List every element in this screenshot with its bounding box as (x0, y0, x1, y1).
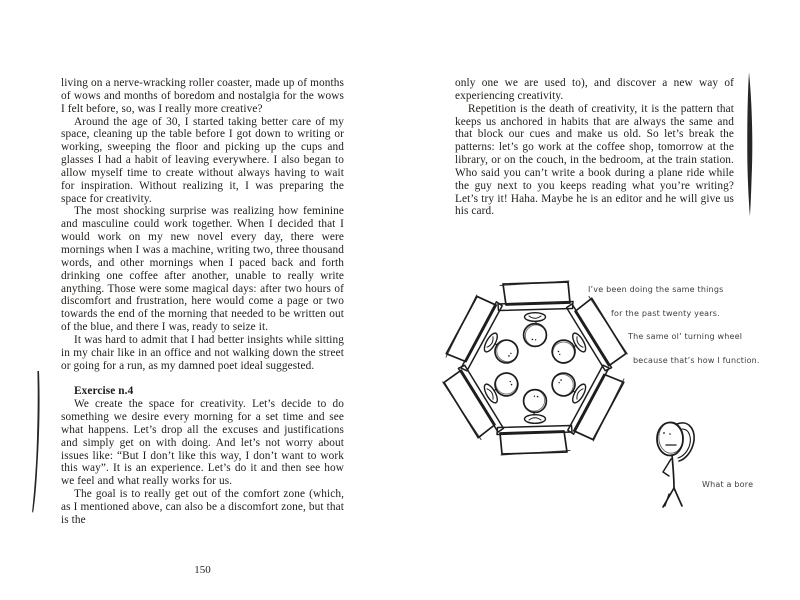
paragraph: Around the age of 30, I started taking better care of my space, cleaning up the table before I got down to writing or working, sweeping the floor and picking up the cups and glasses I had a habit of leaving everywhere. I also began to allow myself time to create without always having to wait for inspiration. Without realizing it, I was preparing the space for creativity. (61, 115, 344, 205)
desk-wheel-illustration (440, 276, 630, 461)
exercise-heading: Exercise n.4 (74, 385, 134, 398)
stick-figure-illustration (638, 414, 723, 519)
illustration-caption-line: The same ol’ turning wheel (628, 332, 743, 341)
illustration-caption-line: I’ve been doing the same things (588, 285, 724, 294)
margin-pen-stroke-left (28, 368, 48, 516)
paragraph: The most shocking surprise was realizing how feminine and masculine could work together. When I decided that I would work on my new novel every day, there were mornings when I was a machine, writing two, three thousand words, and other mornings when I paced back and forth drinking one coffee after another, unable to really write anything. Those were some magical days: after two hours of discomfort and frustration, here would come a page or two towards the end of the morning that needed to be written out of the blue, and there I was, ready to seize it. (61, 205, 344, 334)
illustration-caption-line: because that’s how I function. (633, 356, 760, 365)
paragraph: We create the space for creativity. Let’s decide to do something we desire every morning for a set time and see what happens. Let’s drop all the excuses and justifications and simply get on with doing. And let’s not worry about issues like: “But I don’t like this way, I don’t want to work this way”. It is an experience. Let’s do it and then see how we feel and what really works for us. (61, 398, 344, 488)
stick-figure-caption: What a bore (702, 480, 754, 489)
paragraph: Repetition is the death of creativity, it is the pattern that keeps us anchored in habits that are always the same and that block our cues and make us old. So let’s break the patterns: let’s go work at the coffee shop, tomorrow at the library, or on the couch, in the bedroom, at the train station. Who said you can’t write a book during a plane ride while the guy next to you keeps reading what you’re writing? Let’s try it! Haha. Maybe he is an editor and he will give us his card. (455, 102, 734, 218)
page-number: 150 (194, 564, 211, 576)
left-page-text-column (61, 77, 344, 527)
margin-pen-stroke-right (740, 68, 758, 220)
paragraph: only one we are used to), and discover a new way of experiencing creativity. (455, 77, 734, 102)
paragraph: The goal is to really get out of the comfort zone (which, as I mentioned above, can also be a discomfort zone, but that is the (61, 488, 344, 526)
paragraph: living on a nerve-wracking roller coaster, made up of months of wows and months of boredom and nostalgia for the wows I felt before, so, was I really more creative? (61, 77, 344, 115)
right-page-text-column (455, 77, 734, 218)
illustration-caption-line: for the past twenty years. (611, 309, 720, 318)
paragraph: It was hard to admit that I had better insights while sitting in my chair like in an office and not walking down the street or going for a run, as my damned poet ideal suggested. (61, 333, 344, 372)
